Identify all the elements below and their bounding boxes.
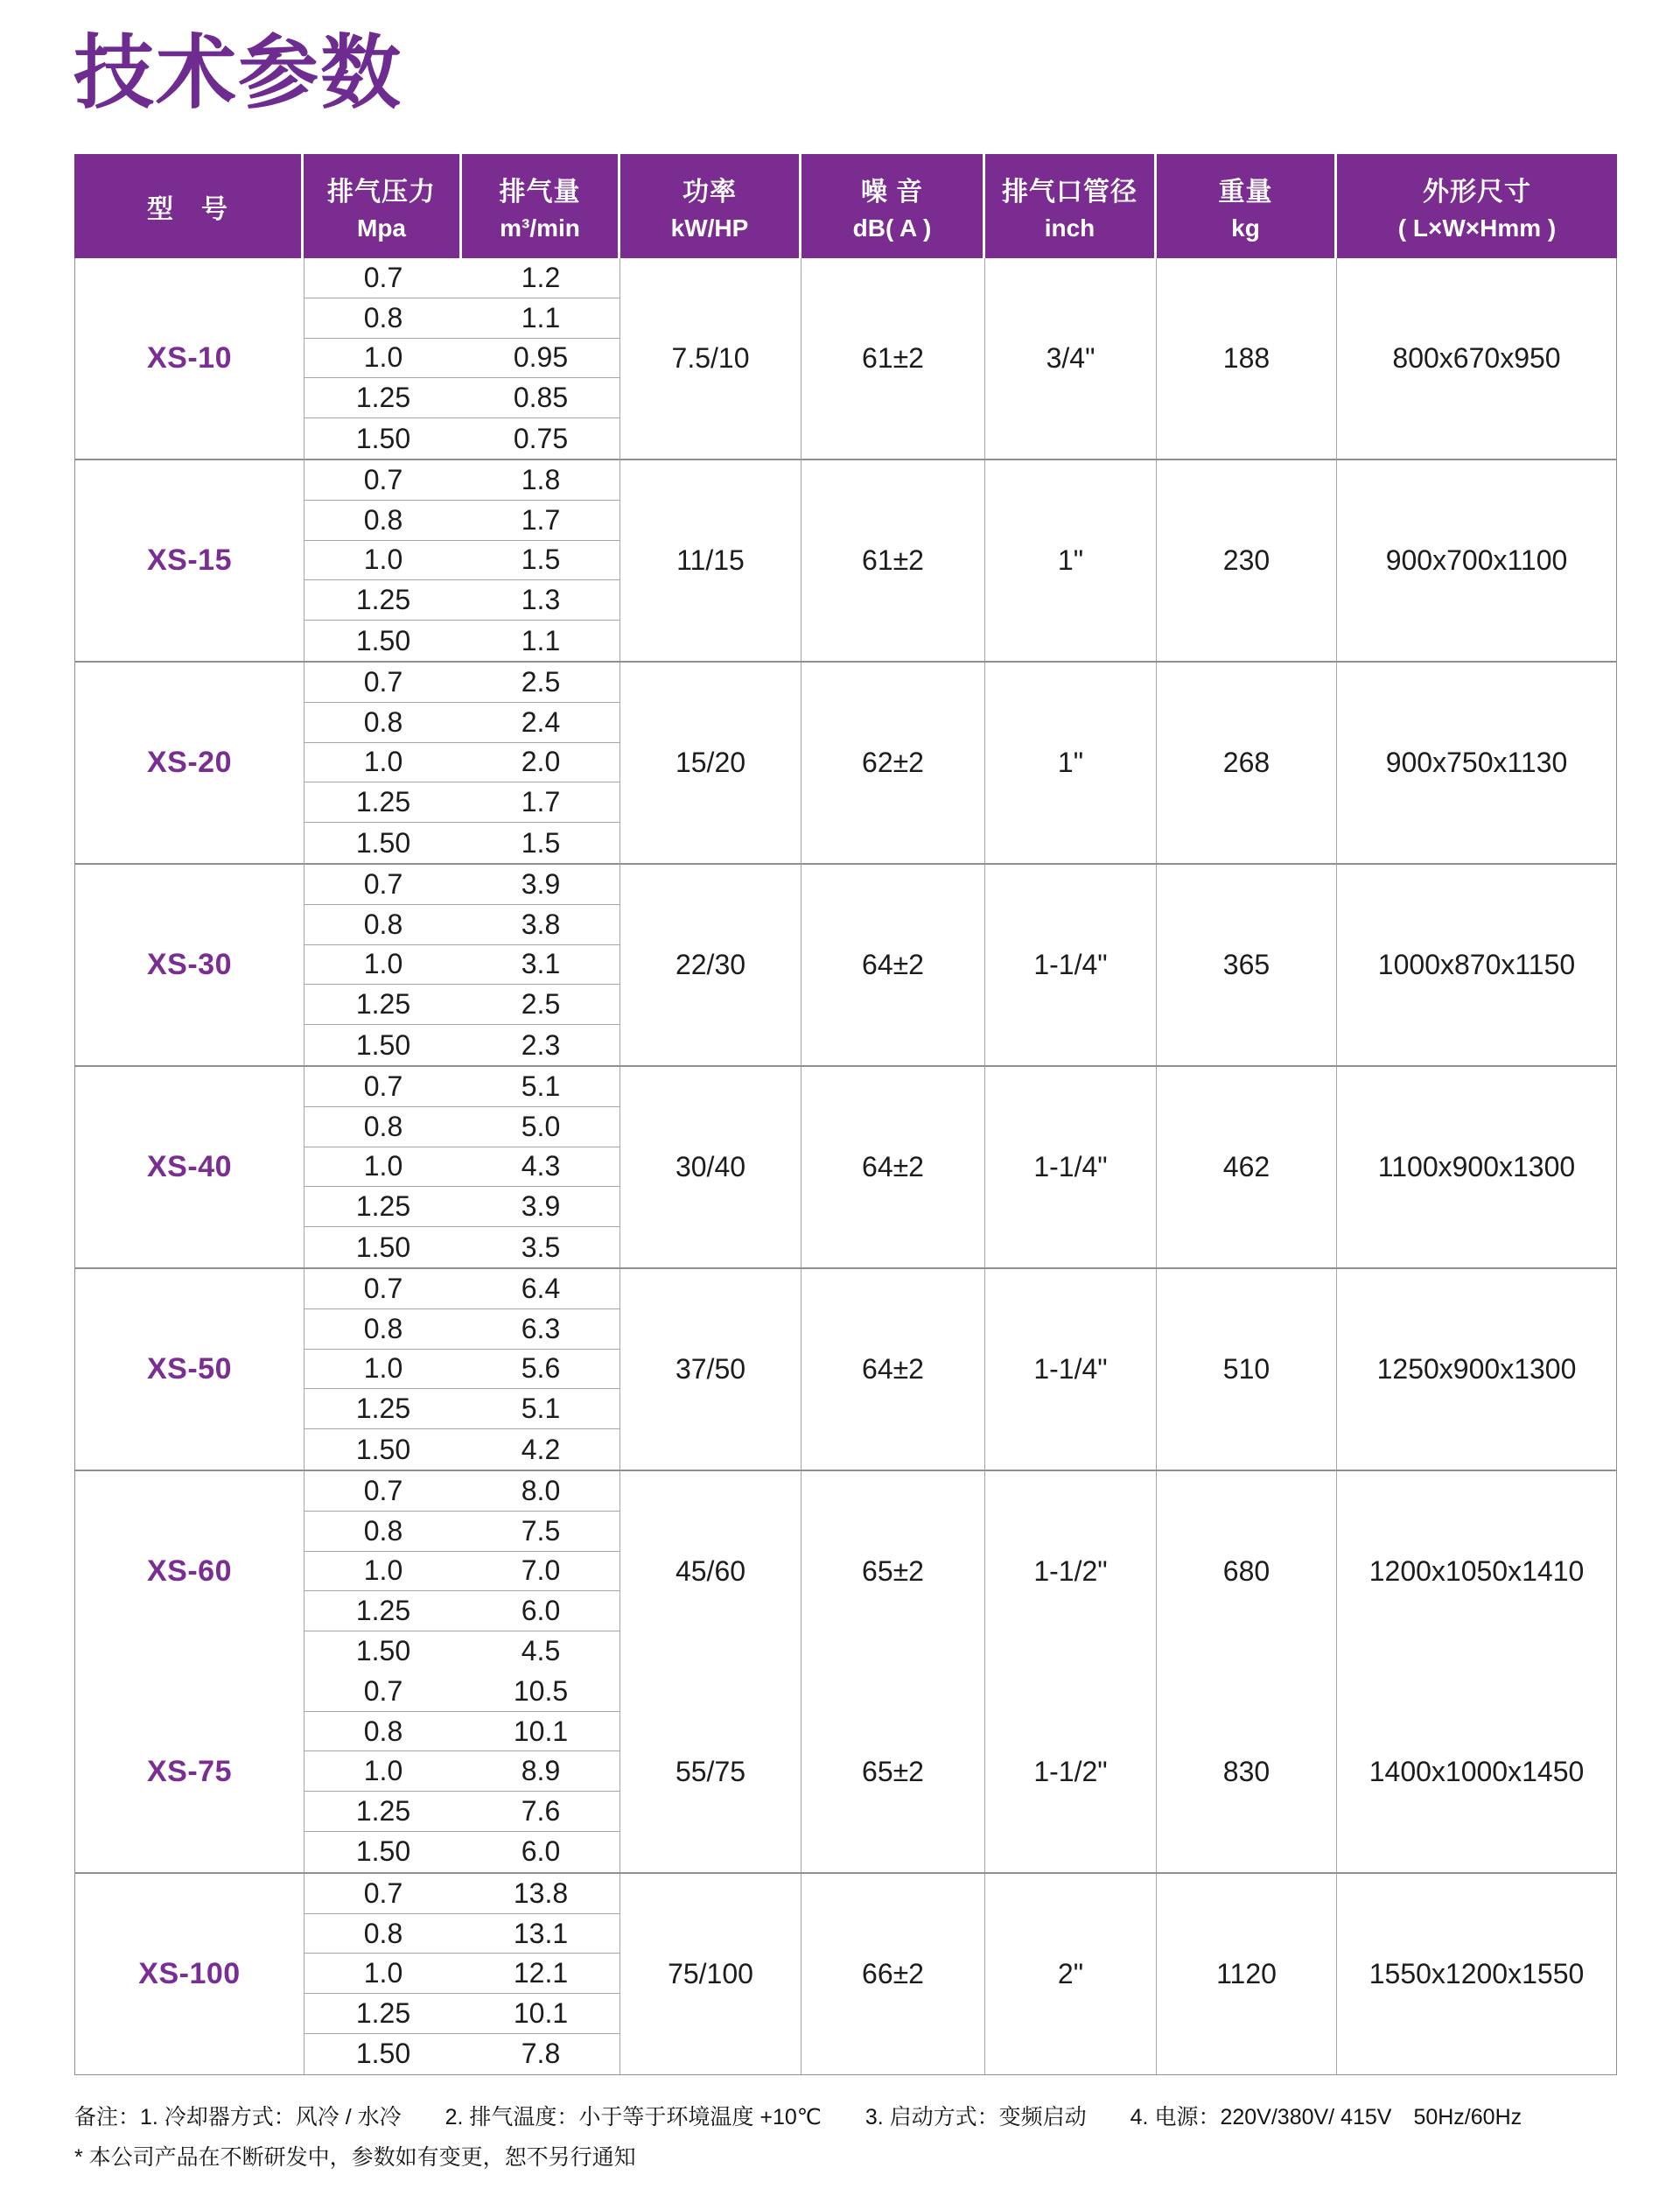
flow-cell: 4.2	[462, 1429, 620, 1470]
model-block	[75, 1471, 1616, 1672]
flow-cell: 10.5	[462, 1672, 620, 1712]
model-cell: XS-10	[147, 340, 232, 375]
flow-cell: 7.6	[462, 1792, 620, 1832]
noise-cell: 61±2	[802, 258, 985, 459]
header-cell-pressure	[304, 154, 462, 258]
noise-cell: 64±2	[802, 1067, 985, 1267]
flow-cell: 4.5	[462, 1631, 620, 1672]
flow-cell: 10.1	[462, 1994, 620, 2034]
flow-cell: 2.4	[462, 703, 620, 743]
flow-cell: 6.3	[462, 1309, 620, 1350]
header-label: 排气量	[499, 178, 581, 207]
header-label: 型 号	[147, 194, 228, 224]
page-title: 技术参数	[74, 29, 403, 118]
noise-cell: 66±2	[802, 1874, 985, 2074]
pipe-cell: 1-1/2"	[985, 1672, 1157, 1872]
header-unit: inch	[1044, 214, 1096, 242]
notes	[74, 2097, 1522, 2178]
pressure-cell: 1.25	[304, 985, 462, 1025]
header-unit: Mpa	[357, 214, 406, 242]
flow-cell: 0.75	[462, 418, 620, 459]
flow-cell: 13.1	[462, 1914, 620, 1954]
header-label: 噪 音	[860, 178, 924, 207]
pressure-cell: 1.50	[304, 823, 462, 863]
weight-cell: 830	[1157, 1672, 1337, 1872]
flow-cell: 1.3	[462, 580, 620, 621]
dims-cell: 1100x900x1300	[1377, 1150, 1576, 1182]
model-block	[75, 1874, 1616, 2074]
header-label: 外形尺寸	[1423, 178, 1531, 207]
model-block	[75, 258, 1616, 460]
flow-cell: 12.1	[462, 1954, 620, 1994]
flow-cell: 2.0	[462, 743, 620, 783]
header-label: 排气压力	[327, 178, 436, 207]
noise-cell: 64±2	[802, 1269, 985, 1470]
flow-cell: 0.85	[462, 378, 620, 418]
pressure-cell: 1.50	[304, 1429, 462, 1470]
flow-cell: 8.0	[462, 1471, 620, 1512]
pressure-cell: 1.25	[304, 1187, 462, 1227]
flow-cell: 4.3	[462, 1147, 620, 1188]
model-cell: XS-50	[147, 1351, 232, 1386]
pressure-cell: 1.25	[304, 580, 462, 621]
model-block	[75, 663, 1616, 865]
pressure-cell: 0.7	[304, 1471, 462, 1512]
model-block	[75, 460, 1616, 663]
weight-cell: 680	[1157, 1471, 1337, 1672]
flow-cell: 8.9	[462, 1751, 620, 1792]
weight-cell: 462	[1157, 1067, 1337, 1267]
flow-cell: 1.8	[462, 460, 620, 501]
model-block	[75, 865, 1616, 1067]
pressure-cell: 0.8	[304, 501, 462, 541]
flow-cell: 5.6	[462, 1350, 620, 1390]
flow-cell: 1.5	[462, 823, 620, 863]
header-unit: kW/HP	[670, 214, 749, 242]
flow-cell: 5.0	[462, 1107, 620, 1147]
pressure-cell: 1.0	[304, 1751, 462, 1792]
model-block	[75, 1067, 1616, 1269]
pressure-cell: 0.7	[304, 1269, 462, 1309]
pressure-cell: 0.7	[304, 258, 462, 298]
pressure-cell: 1.0	[304, 339, 462, 379]
notes-line-2: * 本公司产品在不断研发中，参数如有变更，恕不另行通知	[74, 2145, 636, 2170]
noise-cell: 64±2	[802, 865, 985, 1065]
dims-cell: 1000x870x1150	[1377, 948, 1576, 980]
pressure-cell: 0.7	[304, 663, 462, 703]
flow-cell: 3.8	[462, 905, 620, 945]
pressure-cell: 1.25	[304, 378, 462, 418]
flow-cell: 3.9	[462, 865, 620, 905]
noise-cell: 65±2	[802, 1672, 985, 1872]
weight-cell: 188	[1157, 258, 1337, 459]
dims-cell: 1250x900x1300	[1376, 1352, 1577, 1385]
header-unit: dB( A )	[852, 214, 932, 242]
flow-cell: 0.95	[462, 339, 620, 379]
flow-cell: 5.1	[462, 1067, 620, 1107]
header-cell-model	[74, 154, 304, 258]
pressure-cell: 0.8	[304, 1914, 462, 1954]
pressure-cell: 0.8	[304, 905, 462, 945]
pipe-cell: 3/4"	[985, 258, 1157, 459]
header-label: 功率	[682, 178, 737, 207]
flow-cell: 1.2	[462, 258, 620, 298]
pressure-cell: 0.7	[304, 1067, 462, 1107]
pressure-cell: 0.8	[304, 1107, 462, 1147]
flow-cell: 2.3	[462, 1025, 620, 1065]
flow-cell: 6.0	[462, 1832, 620, 1872]
pipe-cell: 1-1/2"	[985, 1471, 1157, 1672]
spec-table	[74, 154, 1617, 2075]
pressure-cell: 1.0	[304, 1954, 462, 1994]
header-unit: m³/min	[500, 214, 580, 242]
pressure-cell: 1.0	[304, 945, 462, 986]
power-cell: 22/30	[620, 865, 802, 1065]
noise-cell: 61±2	[802, 460, 985, 661]
pressure-cell: 1.25	[304, 782, 462, 823]
weight-cell: 510	[1157, 1269, 1337, 1470]
flow-cell: 7.0	[462, 1552, 620, 1592]
flow-cell: 6.0	[462, 1591, 620, 1631]
power-cell: 7.5/10	[620, 258, 802, 459]
pressure-cell: 1.25	[304, 1994, 462, 2034]
noise-cell: 65±2	[802, 1471, 985, 1672]
pipe-cell: 1-1/4"	[985, 1269, 1157, 1470]
dims-cell: 1200x1050x1410	[1368, 1554, 1585, 1587]
header-cell-weight	[1157, 154, 1337, 258]
pressure-cell: 1.0	[304, 1350, 462, 1390]
table-body	[74, 258, 1617, 2075]
notes-line-1: 备注：1. 冷却器方式：风冷 / 水冷 2. 排气温度：小于等于环境温度 +10℃ 3. 启动方式：变频启动 4. 电源：220V/380V/ 415V 50Hz/60Hz	[74, 2105, 1522, 2129]
pressure-cell: 1.50	[304, 621, 462, 661]
model-block	[75, 1672, 1616, 1874]
flow-cell: 10.1	[462, 1712, 620, 1752]
noise-cell: 62±2	[802, 663, 985, 863]
flow-cell: 1.5	[462, 541, 620, 581]
pressure-cell: 1.50	[304, 418, 462, 459]
power-cell: 55/75	[620, 1672, 802, 1872]
pipe-cell: 1"	[985, 663, 1157, 863]
header-cell-noise	[802, 154, 985, 258]
model-cell: XS-75	[147, 1754, 232, 1788]
pipe-cell: 1-1/4"	[985, 1067, 1157, 1267]
power-cell: 15/20	[620, 663, 802, 863]
pipe-cell: 1"	[985, 460, 1157, 661]
pressure-cell: 0.7	[304, 460, 462, 501]
pressure-cell: 1.50	[304, 1631, 462, 1672]
pressure-cell: 1.50	[304, 1025, 462, 1065]
pressure-cell: 0.8	[304, 1712, 462, 1752]
weight-cell: 1120	[1157, 1874, 1337, 2074]
pipe-cell: 2"	[985, 1874, 1157, 2074]
pressure-cell: 1.50	[304, 1832, 462, 1872]
model-cell: XS-20	[147, 745, 232, 779]
model-block	[75, 1269, 1616, 1471]
power-cell: 30/40	[620, 1067, 802, 1267]
pipe-cell: 1-1/4"	[985, 865, 1157, 1065]
flow-cell: 1.7	[462, 782, 620, 823]
flow-cell: 3.5	[462, 1227, 620, 1267]
flow-cell: 2.5	[462, 663, 620, 703]
flow-cell: 6.4	[462, 1269, 620, 1309]
flow-cell: 1.1	[462, 298, 620, 339]
model-cell: XS-60	[147, 1554, 232, 1588]
header-label: 排气口管径	[1002, 178, 1138, 207]
table-header-row	[74, 154, 1617, 258]
header-unit: kg	[1231, 214, 1260, 242]
header-cell-flow	[462, 154, 620, 258]
pressure-cell: 1.0	[304, 541, 462, 581]
flow-cell: 1.1	[462, 621, 620, 661]
dims-cell: 800x670x950	[1392, 341, 1561, 374]
header-label: 重量	[1218, 178, 1273, 207]
pressure-cell: 1.0	[304, 1552, 462, 1592]
flow-cell: 3.9	[462, 1187, 620, 1227]
pressure-cell: 0.7	[304, 1874, 462, 1914]
flow-cell: 1.7	[462, 501, 620, 541]
flow-cell: 5.1	[462, 1389, 620, 1429]
pressure-cell: 0.7	[304, 1672, 462, 1712]
dims-cell: 900x700x1100	[1385, 544, 1568, 576]
pressure-cell: 0.8	[304, 703, 462, 743]
weight-cell: 268	[1157, 663, 1337, 863]
pressure-cell: 1.0	[304, 1147, 462, 1188]
flow-cell: 13.8	[462, 1874, 620, 1914]
flow-cell: 7.5	[462, 1512, 620, 1552]
pressure-cell: 1.0	[304, 743, 462, 783]
pressure-cell: 1.25	[304, 1389, 462, 1429]
header-cell-pipe	[985, 154, 1157, 258]
pressure-cell: 1.50	[304, 1227, 462, 1267]
dims-cell: 1400x1000x1450	[1368, 1755, 1585, 1787]
flow-cell: 2.5	[462, 985, 620, 1025]
weight-cell: 230	[1157, 460, 1337, 661]
power-cell: 37/50	[620, 1269, 802, 1470]
model-cell: XS-15	[147, 543, 232, 577]
model-cell: XS-100	[138, 1956, 241, 1990]
model-cell: XS-40	[147, 1149, 232, 1183]
pressure-cell: 1.50	[304, 2034, 462, 2074]
flow-cell: 7.8	[462, 2034, 620, 2074]
header-unit: ( L×W×Hmm )	[1397, 214, 1557, 242]
pressure-cell: 0.7	[304, 865, 462, 905]
model-cell: XS-30	[147, 947, 232, 981]
power-cell: 45/60	[620, 1471, 802, 1672]
pressure-cell: 1.25	[304, 1591, 462, 1631]
dims-cell: 1550x1200x1550	[1368, 1957, 1585, 1989]
pressure-cell: 0.8	[304, 1309, 462, 1350]
pressure-cell: 0.8	[304, 298, 462, 339]
pressure-cell: 1.25	[304, 1792, 462, 1832]
power-cell: 11/15	[620, 460, 802, 661]
header-cell-power	[620, 154, 802, 258]
pressure-cell: 0.8	[304, 1512, 462, 1552]
header-cell-dims	[1337, 154, 1617, 258]
weight-cell: 365	[1157, 865, 1337, 1065]
flow-cell: 3.1	[462, 945, 620, 986]
dims-cell: 900x750x1130	[1385, 746, 1568, 778]
power-cell: 75/100	[620, 1874, 802, 2074]
